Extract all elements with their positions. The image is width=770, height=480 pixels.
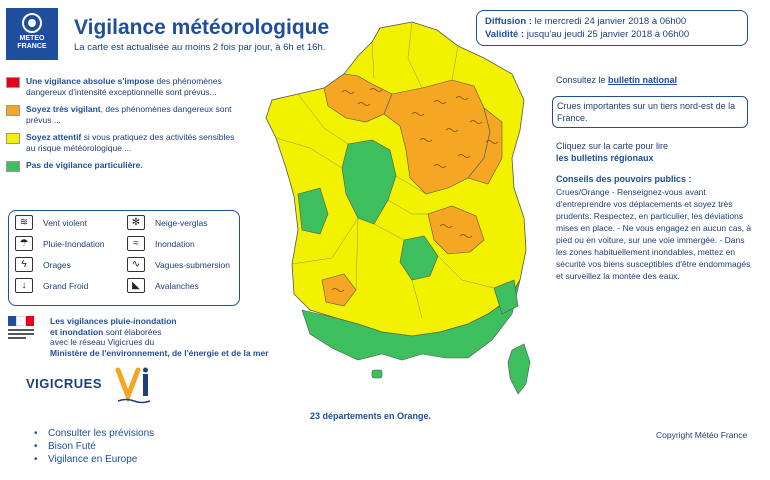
right-panel bbox=[556, 74, 756, 282]
partner-line2: et inondation bbox=[50, 326, 104, 337]
partner-line3: avec le réseau Vigicrues du bbox=[50, 337, 155, 347]
phenomenon-label: Orages bbox=[43, 259, 71, 270]
conseils-title: Conseils des pouvoirs publics : bbox=[556, 174, 692, 184]
legend-bold: Pas de vigilance particulière. bbox=[26, 160, 143, 170]
republique-francaise-logo[interactable] bbox=[8, 316, 34, 346]
meteo-france-logo-icon bbox=[22, 13, 42, 33]
legend-row bbox=[6, 76, 246, 97]
legend-detail: des phénomènes dangereux d'intensité exceptionnelle sont prévus... bbox=[26, 76, 222, 97]
phenomenon-item bbox=[127, 257, 233, 272]
legend-text bbox=[26, 76, 246, 97]
phenomenon-label: Avalanches bbox=[155, 280, 199, 291]
page-subtitle: La carte est actualisée au moins 2 fois par jour, à 6h et 16h. bbox=[74, 42, 326, 53]
france-vigilance-map[interactable] bbox=[262, 18, 550, 398]
logo-line1: METEO bbox=[19, 35, 45, 42]
phenomenon-label: Neige-verglas bbox=[155, 217, 208, 228]
bulletins-regionaux-link[interactable]: les bulletins régionaux bbox=[556, 153, 654, 163]
consultez-text: Consultez le bbox=[556, 75, 609, 85]
legend-swatch bbox=[6, 105, 20, 116]
legend-row bbox=[6, 104, 246, 125]
phenomenon-label: Vagues-submersion bbox=[155, 259, 230, 270]
partner-line2-rest: sont élaborées bbox=[103, 326, 162, 337]
external-link[interactable]: • Consulter les prévisions bbox=[34, 427, 154, 440]
validite-value: jusqu'au jeudi 25 janvier 2018 à 06h00 bbox=[524, 29, 690, 40]
diffusion-label: Diffusion : bbox=[485, 16, 532, 27]
legend-bold: Soyez très vigilant bbox=[26, 104, 101, 114]
phenomenon-item bbox=[127, 236, 233, 251]
partner-text bbox=[50, 316, 290, 358]
phenomenon-label: Grand Froid bbox=[43, 280, 89, 291]
phenomenon-item bbox=[127, 278, 233, 293]
legend-row bbox=[6, 132, 246, 153]
copyright: Copyright Météo France bbox=[656, 430, 748, 440]
avalanche-icon: ◣ bbox=[127, 278, 145, 293]
orange-count-note: 23 départements en Orange. bbox=[310, 411, 432, 421]
diffusion-value: le mercredi 24 janvier 2018 à 06h00 bbox=[531, 16, 687, 27]
cold-icon: ↓ bbox=[15, 278, 33, 293]
legend-text bbox=[26, 104, 246, 125]
vigi-logo-icon[interactable] bbox=[114, 366, 156, 406]
wind-icon: ≋ bbox=[15, 215, 33, 230]
partner-line1: Les vigilances pluie-inondation bbox=[50, 316, 177, 326]
external-links bbox=[34, 427, 154, 466]
phenomenon-label: Pluie-Inondation bbox=[43, 238, 105, 249]
phenomenon-item bbox=[127, 215, 233, 230]
bulletin-national-line bbox=[556, 74, 756, 86]
page-title: Vigilance météorologique bbox=[74, 16, 330, 39]
bulletin-national-link[interactable]: bulletin national bbox=[608, 75, 678, 85]
vigicrues-logo[interactable]: VIGICRUES bbox=[26, 376, 103, 391]
flood-icon: ≈ bbox=[127, 236, 145, 251]
meteo-france-logo[interactable] bbox=[6, 8, 58, 60]
snow-ice-icon: ✻ bbox=[127, 215, 145, 230]
cliquez-text bbox=[556, 140, 756, 164]
phenomenon-label: Inondation bbox=[155, 238, 195, 249]
legend-row bbox=[6, 160, 246, 172]
vigilance-legend bbox=[6, 76, 246, 179]
legend-text bbox=[26, 132, 246, 153]
crues-alert-box: Crues importantes sur un tiers nord-est de la France. bbox=[552, 96, 748, 128]
phenomenon-item bbox=[15, 236, 121, 251]
wave-submersion-icon: ∿ bbox=[127, 257, 145, 272]
external-link[interactable]: • Bison Futé bbox=[34, 440, 154, 453]
rain-flood-icon: ☂ bbox=[15, 236, 33, 251]
phenomenon-label: Vent violent bbox=[43, 217, 87, 228]
legend-text bbox=[26, 160, 143, 172]
storm-icon: ϟ bbox=[15, 257, 33, 272]
legend-swatch bbox=[6, 161, 20, 172]
validite-label: Validité : bbox=[485, 29, 525, 40]
legend-detail: si vous pratiquez des activités sensibles au risque météorologique ... bbox=[26, 132, 235, 153]
phenomenon-item bbox=[15, 278, 121, 293]
map-corsica bbox=[508, 344, 530, 394]
phenomenon-item bbox=[15, 215, 121, 230]
legend-swatch bbox=[6, 77, 20, 88]
external-link[interactable]: • Vigilance en Europe bbox=[34, 453, 154, 466]
legend-bold: Soyez attentif bbox=[26, 132, 82, 142]
logo-line2: FRANCE bbox=[17, 43, 47, 50]
conseils-text: Crues/Orange - Renseignez-vous avant d'entreprendre vos déplacements et soyez très prudents. Respectez, en particulier, les déviations mises en place. - Ne vous engagez en aucun cas, à pied ou en voiture, sur une voie immergée. - Dans les zones habituellement inondables, mettez en sécurité vos biens susceptibles d'être endommagés et surveillez la montée des eaux. bbox=[556, 187, 752, 281]
legend-detail: , des phénomènes dangereux sont prévus ... bbox=[26, 104, 232, 125]
phenomenon-item bbox=[15, 257, 121, 272]
legend-swatch bbox=[6, 133, 20, 144]
cliquez-line1: Cliquez sur la carte pour lire bbox=[556, 141, 669, 151]
legend-bold: Une vigilance absolue s'impose bbox=[26, 76, 155, 86]
partner-line4: Ministère de l'environnement, de l'énergie et de la mer bbox=[50, 347, 269, 358]
map-island bbox=[372, 370, 382, 378]
phenomena-legend bbox=[8, 210, 240, 306]
